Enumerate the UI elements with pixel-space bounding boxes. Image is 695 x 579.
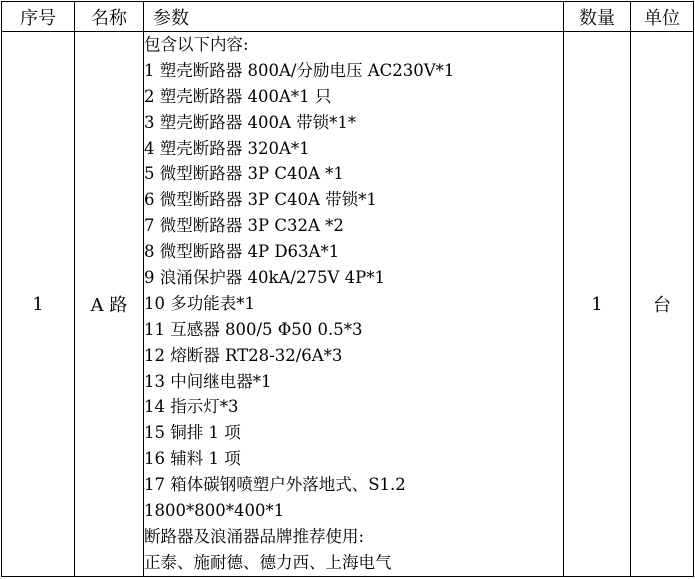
header-unit: 单位 — [631, 2, 694, 32]
params-line: 12 熔断器 RT28-32/6A*3 — [144, 345, 343, 365]
params-line: 1800*800*400*1 — [144, 501, 285, 521]
header-row — [2, 2, 694, 32]
params-line: 包含以下内容: — [144, 35, 249, 54]
params-line: 9 浪涌保护器 40kA/275V 4P*1 — [144, 268, 385, 288]
params-line: 17 箱体碳钢喷塑户外落地式、S1.2 — [144, 475, 406, 495]
header-index: 序号 — [2, 2, 75, 32]
params-line: 14 指示灯*3 — [144, 397, 239, 417]
params-line: 15 铜排 1 项 — [144, 423, 241, 443]
params-line: 1 塑壳断路器 800A/分励电压 AC230V*1 — [144, 60, 455, 80]
row-unit: 台 — [631, 32, 694, 577]
row-quantity: 1 — [564, 32, 631, 577]
header-params: 参数 — [144, 2, 564, 32]
params-line: 5 微型断路器 3P C40A *1 — [144, 164, 344, 184]
params-line: 6 微型断路器 3P C40A 带锁*1 — [144, 190, 377, 210]
params-line: 10 多功能表*1 — [144, 293, 255, 313]
header-name: 名称 — [75, 2, 144, 32]
params-line: 13 中间继电器*1 — [144, 371, 272, 391]
header-quantity: 数量 — [564, 2, 631, 32]
params-line: 2 塑壳断路器 400A*1 只 — [144, 86, 332, 106]
params-line: 断路器及浪涌器品牌推荐使用: — [144, 526, 365, 546]
params-line: 3 塑壳断路器 400A 带锁*1* — [144, 112, 357, 132]
params-line: 7 微型断路器 3P C32A *2 — [144, 216, 344, 236]
params-line: 8 微型断路器 4P D63A*1 — [144, 242, 340, 262]
row-name: A 路 — [75, 32, 144, 577]
row-index: 1 — [2, 32, 75, 577]
params-line: 16 辅料 1 项 — [144, 449, 241, 469]
table-row — [2, 32, 694, 577]
params-line: 4 塑壳断路器 320A*1 — [144, 138, 310, 158]
params-cell — [144, 32, 564, 577]
params-line: 正泰、施耐德、德力西、上海电气 — [144, 552, 392, 572]
spec-table — [1, 1, 694, 577]
params-line: 11 互感器 800/5 Φ50 0.5*3 — [144, 319, 363, 339]
